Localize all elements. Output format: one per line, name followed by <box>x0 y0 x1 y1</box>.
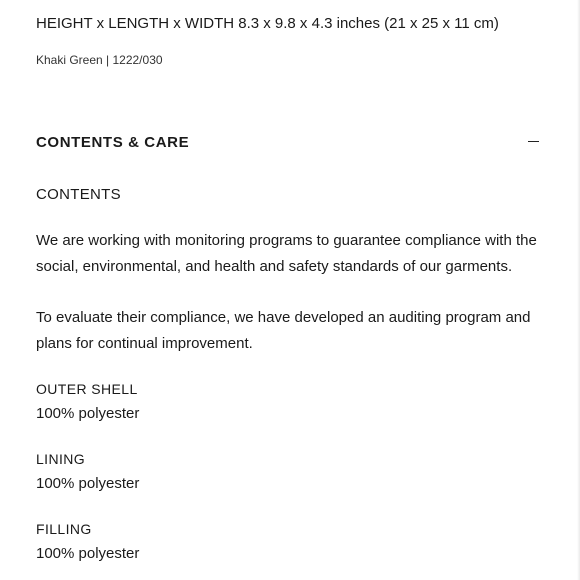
product-dimensions: HEIGHT x LENGTH x WIDTH 8.3 x 9.8 x 4.3 inches (21 x 25 x 11 cm) <box>36 15 499 32</box>
auditing-paragraph: To evaluate their compliance, we have developed an auditing program and plans for continual improvement. <box>36 309 531 352</box>
material-value-filling: 100% polyester <box>36 545 140 562</box>
contents-care-accordion-header[interactable] <box>36 132 542 152</box>
material-value-lining: 100% polyester <box>36 475 140 492</box>
contents-care-title: CONTENTS & CARE <box>36 133 190 151</box>
product-color-reference: Khaki Green | 1222/030 <box>36 53 163 67</box>
material-label-lining: LINING <box>36 451 86 467</box>
compliance-paragraph: We are working with monitoring programs to guarantee compliance with the social, environmental, and health and safety standards of our garments. <box>36 232 537 275</box>
minus-icon[interactable] <box>528 136 540 148</box>
material-label-outer-shell: OUTER SHELL <box>36 381 138 397</box>
material-value-outer-shell: 100% polyester <box>36 405 140 422</box>
material-label-filling: FILLING <box>36 521 92 537</box>
contents-heading: CONTENTS <box>36 186 121 203</box>
